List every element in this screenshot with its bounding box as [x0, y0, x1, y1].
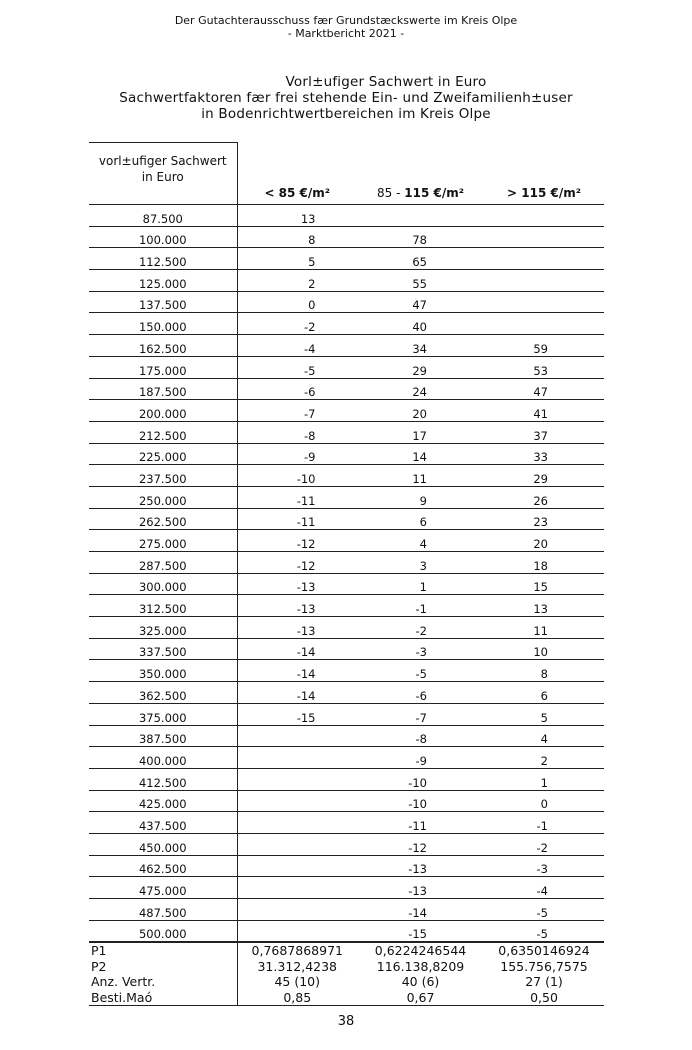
column-header-row [89, 143, 604, 205]
factor-85-115-cell [357, 400, 484, 422]
factor-under-85-cell [237, 226, 357, 248]
factor-under-85-cell [237, 486, 357, 508]
factor-85-115-cell [357, 421, 484, 443]
factor-85-115-cell-value: 78 [412, 233, 427, 248]
factor-under-85-cell [237, 747, 357, 769]
table-row [89, 356, 604, 378]
factor-85-115-cell-value: 40 [412, 320, 427, 335]
table-row [89, 617, 604, 639]
factor-over-115-cell-value: 8 [540, 667, 548, 682]
sachwert-cell: 362.500 [89, 682, 237, 704]
column-header-sachwert-line-2: in Euro [141, 170, 184, 184]
table-row [89, 660, 604, 682]
factor-over-115-cell-value: 6 [540, 688, 548, 703]
factor-85-115-cell-value: -1 [415, 602, 427, 617]
title-line-3: in Bodenrichtwertbereichen im Kreis Olpe [201, 106, 491, 122]
factor-85-115-cell-value: 4 [419, 537, 427, 551]
stat-label: Besti.Maó [89, 990, 237, 1006]
table-row [89, 920, 604, 942]
sachwert-cell: 137.500 [89, 291, 237, 313]
factor-under-85-cell-value: -9 [304, 450, 316, 465]
table-row [89, 703, 604, 725]
factor-under-85-cell [237, 508, 357, 530]
factor-85-115-cell [357, 443, 484, 465]
factor-under-85-cell [237, 638, 357, 660]
column-header-over-115-label: > 115 €/m² [507, 186, 581, 200]
factor-over-115-cell [484, 270, 604, 292]
table-row [89, 747, 604, 769]
sachwert-cell: 187.500 [89, 378, 237, 400]
table-row [89, 530, 604, 552]
factor-over-115-cell [484, 313, 604, 335]
factor-over-115-cell [484, 790, 604, 812]
factor-over-115-cell-value: 18 [533, 558, 548, 573]
factor-over-115-cell [484, 486, 604, 508]
table-title [0, 74, 692, 122]
factor-under-85-cell-value: -13 [296, 602, 316, 617]
factor-under-85-cell-value: -5 [304, 363, 316, 378]
sachwert-cell: 462.500 [89, 855, 237, 877]
factor-under-85-cell-value: 13 [300, 211, 316, 226]
sachwert-cell: 225.000 [89, 443, 237, 465]
factor-under-85-cell-value: -12 [296, 558, 316, 573]
factor-under-85-cell [237, 595, 357, 617]
sachwert-cell: 387.500 [89, 725, 237, 747]
title-line-1: Vorl±ufiger Sachwert in Euro [285, 74, 487, 90]
stat-row [89, 959, 604, 975]
factor-85-115-cell [357, 465, 484, 487]
stat-under-85: 31.312,4238 [257, 958, 338, 974]
sachwertfaktoren-table [89, 142, 604, 1006]
factor-under-85-cell-value: -13 [296, 623, 316, 638]
sachwert-cell: 150.000 [89, 313, 237, 335]
factor-85-115-cell [357, 573, 484, 595]
table-row [89, 790, 604, 812]
table-row [89, 335, 604, 357]
table-row [89, 421, 604, 443]
factor-85-115-cell [357, 486, 484, 508]
factor-under-85-cell-value: -14 [296, 667, 316, 682]
factor-over-115-cell-value: 2 [540, 753, 548, 768]
sachwert-cell: 412.500 [89, 768, 237, 790]
factor-85-115-cell [357, 660, 484, 682]
factor-85-115-cell-value: 29 [412, 363, 427, 378]
sachwert-cell: 325.000 [89, 617, 237, 639]
stat-row [89, 990, 604, 1006]
table-row [89, 291, 604, 313]
factor-85-115-cell [357, 899, 484, 921]
table-row [89, 443, 604, 465]
sachwert-cell: 87.500 [89, 205, 237, 227]
factor-under-85-cell [237, 400, 357, 422]
table-row [89, 682, 604, 704]
factor-under-85-cell [237, 421, 357, 443]
factor-85-115-cell [357, 812, 484, 834]
column-header-sachwert-line-1: vorl±ufiger Sachwert [98, 154, 227, 168]
factor-under-85-cell [237, 378, 357, 400]
stat-85-115: 0,67 [357, 990, 484, 1006]
factor-85-115-cell-value: -10 [408, 797, 427, 812]
factor-85-115-cell [357, 226, 484, 248]
factor-under-85-cell [237, 530, 357, 552]
factor-over-115-cell [484, 356, 604, 378]
factor-under-85-cell [237, 617, 357, 639]
column-header-sachwert [89, 143, 237, 205]
factor-under-85-cell-value: -4 [304, 341, 316, 356]
sachwert-cell: 175.000 [89, 356, 237, 378]
factor-over-115-cell-value: -2 [536, 840, 548, 855]
factor-over-115-cell-value: 23 [533, 515, 548, 530]
sachwert-cell: 312.500 [89, 595, 237, 617]
factor-under-85-cell-value: -14 [296, 645, 316, 660]
factor-over-115-cell [484, 703, 604, 725]
column-header-85-115 [357, 143, 484, 205]
factor-under-85-cell-value: -12 [296, 537, 316, 551]
factor-85-115-cell-value: -11 [408, 818, 427, 833]
table-row [89, 226, 604, 248]
factor-under-85-cell-value: -7 [304, 406, 316, 421]
column-header-85-115-prefix: 85 - [377, 186, 405, 200]
column-header-under-85 [237, 143, 357, 205]
factor-85-115-cell-value: 24 [412, 385, 427, 400]
factor-over-115-cell-value: 15 [533, 580, 548, 595]
factor-under-85-cell [237, 703, 357, 725]
page-header [0, 14, 692, 40]
factor-over-115-cell [484, 920, 604, 942]
factor-over-115-cell-value: 59 [533, 341, 548, 356]
stat-85-115: 40 (6) [401, 974, 440, 990]
factor-over-115-cell [484, 682, 604, 704]
factor-under-85-cell [237, 356, 357, 378]
factor-over-115-cell [484, 291, 604, 313]
column-header-85-115-label: 115 €/m² [404, 186, 464, 200]
table-row [89, 378, 604, 400]
table-row [89, 725, 604, 747]
sachwert-cell: 400.000 [89, 747, 237, 769]
factor-85-115-cell-value: -12 [408, 840, 427, 855]
factor-over-115-cell-value: 47 [533, 385, 548, 400]
factor-85-115-cell-value: 34 [412, 341, 427, 356]
factor-under-85-cell [237, 248, 357, 270]
factor-under-85-cell [237, 812, 357, 834]
factor-85-115-cell [357, 703, 484, 725]
factor-under-85-cell [237, 443, 357, 465]
factor-under-85-cell [237, 335, 357, 357]
factor-under-85-cell-value: -11 [296, 493, 316, 508]
factor-over-115-cell-value: 0 [540, 797, 548, 812]
factor-over-115-cell-value: 41 [533, 406, 548, 421]
sachwert-cell: 212.500 [89, 421, 237, 443]
factor-85-115-cell [357, 725, 484, 747]
factor-over-115-cell [484, 530, 604, 552]
factor-under-85-cell [237, 465, 357, 487]
factor-under-85-cell-value: 8 [308, 233, 316, 248]
table-row [89, 313, 604, 335]
factor-under-85-cell [237, 855, 357, 877]
factor-under-85-cell [237, 313, 357, 335]
stat-over-115: 0,50 [484, 990, 604, 1006]
factor-85-115-cell [357, 356, 484, 378]
stat-under-85: 45 (10) [274, 974, 321, 990]
factor-under-85-cell [237, 920, 357, 942]
sachwert-cell: 350.000 [89, 660, 237, 682]
stat-over-115: 155.756,7575 [500, 958, 588, 974]
table-row [89, 465, 604, 487]
stat-85-115: 116.138,8209 [376, 958, 465, 974]
factor-over-115-cell [484, 248, 604, 270]
factor-over-115-cell [484, 443, 604, 465]
factor-under-85-cell-value: -14 [296, 688, 316, 703]
sachwert-cell: 437.500 [89, 812, 237, 834]
factor-under-85-cell [237, 291, 357, 313]
factor-over-115-cell [484, 617, 604, 639]
factor-over-115-cell [484, 552, 604, 574]
factor-under-85-cell-value: -6 [304, 385, 316, 400]
factor-under-85-cell-value: -2 [304, 320, 316, 335]
factor-under-85-cell [237, 899, 357, 921]
factor-over-115-cell [484, 660, 604, 682]
stat-over-115: 0,6350146924 [484, 942, 604, 959]
factor-85-115-cell-value: -8 [415, 732, 427, 747]
factor-85-115-cell-value: 20 [412, 406, 427, 421]
factor-85-115-cell [357, 833, 484, 855]
table-row [89, 899, 604, 921]
sachwert-cell: 112.500 [89, 248, 237, 270]
factor-85-115-cell-value: 11 [412, 471, 427, 486]
factor-over-115-cell [484, 855, 604, 877]
factor-85-115-cell-value: -14 [408, 905, 427, 920]
factor-over-115-cell-value: 4 [540, 732, 548, 747]
factor-under-85-cell-value: 0 [308, 298, 316, 313]
factor-85-115-cell-value: 17 [412, 428, 427, 443]
table-row [89, 595, 604, 617]
factor-over-115-cell [484, 877, 604, 899]
factor-over-115-cell [484, 899, 604, 921]
factor-85-115-cell [357, 682, 484, 704]
factor-85-115-cell-value: 55 [412, 276, 427, 291]
sachwert-cell: 287.500 [89, 552, 237, 574]
table-row [89, 573, 604, 595]
sachwert-cell: 162.500 [89, 335, 237, 357]
factor-85-115-cell [357, 747, 484, 769]
table-row [89, 248, 604, 270]
factor-over-115-cell-value: -3 [536, 862, 548, 877]
column-header-under-85-label: < 85 €/m² [264, 186, 331, 200]
factor-over-115-cell-value: 53 [533, 363, 548, 378]
factor-85-115-cell-value: 6 [419, 515, 427, 530]
factor-over-115-cell [484, 378, 604, 400]
factor-85-115-cell-value: -10 [408, 775, 427, 790]
sachwert-cell: 487.500 [89, 899, 237, 921]
sachwert-cell: 275.000 [89, 530, 237, 552]
sachwert-cell: 500.000 [89, 920, 237, 942]
factor-85-115-cell-value: 65 [412, 255, 427, 270]
table-row [89, 508, 604, 530]
factor-85-115-cell [357, 768, 484, 790]
table-row [89, 552, 604, 574]
factor-85-115-cell-value: -5 [415, 667, 427, 682]
stat-label: P2 [89, 959, 237, 975]
factor-over-115-cell [484, 226, 604, 248]
sachwert-cell: 300.000 [89, 573, 237, 595]
factor-over-115-cell [484, 400, 604, 422]
factor-85-115-cell-value: 14 [412, 450, 427, 465]
factor-85-115-cell [357, 248, 484, 270]
factor-85-115-cell [357, 508, 484, 530]
factor-85-115-cell-value: 47 [412, 298, 427, 313]
sachwert-cell: 450.000 [89, 833, 237, 855]
sachwert-cell: 337.500 [89, 638, 237, 660]
sachwert-cell: 425.000 [89, 790, 237, 812]
stat-label: Anz. Vertr. [89, 974, 237, 990]
factor-over-115-cell [484, 508, 604, 530]
table-row [89, 833, 604, 855]
table-row [89, 205, 604, 227]
table-row [89, 855, 604, 877]
sachwert-cell: 200.000 [89, 400, 237, 422]
factor-over-115-cell-value: 26 [533, 493, 548, 508]
table-row [89, 486, 604, 508]
factor-under-85-cell [237, 725, 357, 747]
factor-85-115-cell [357, 291, 484, 313]
factor-over-115-cell [484, 833, 604, 855]
factor-85-115-cell [357, 855, 484, 877]
factor-85-115-cell [357, 205, 484, 227]
factor-over-115-cell-value: 37 [533, 428, 548, 443]
factor-85-115-cell-value: -13 [408, 862, 427, 877]
factor-over-115-cell [484, 747, 604, 769]
factor-over-115-cell-value: 29 [533, 471, 548, 486]
factor-under-85-cell-value: -13 [296, 580, 316, 595]
factor-85-115-cell-value: 9 [419, 493, 427, 508]
factor-under-85-cell-value: -10 [296, 471, 316, 486]
table-row [89, 638, 604, 660]
factor-under-85-cell-value: 2 [308, 276, 316, 291]
factor-85-115-cell-value: 3 [419, 558, 427, 573]
factor-over-115-cell [484, 335, 604, 357]
factor-over-115-cell [484, 768, 604, 790]
factor-85-115-cell [357, 920, 484, 942]
factor-85-115-cell-value: 1 [419, 580, 427, 595]
factor-85-115-cell [357, 378, 484, 400]
sachwert-cell: 100.000 [89, 226, 237, 248]
factor-85-115-cell [357, 552, 484, 574]
factor-over-115-cell-value: 13 [533, 602, 548, 617]
sachwert-cell: 475.000 [89, 877, 237, 899]
factor-over-115-cell-value: -4 [536, 884, 548, 898]
factor-85-115-cell [357, 790, 484, 812]
table-row [89, 270, 604, 292]
factor-over-115-cell-value: -5 [536, 927, 548, 942]
table-row [89, 768, 604, 790]
sachwert-cell: 262.500 [89, 508, 237, 530]
factor-over-115-cell-value: -5 [536, 905, 548, 920]
factor-over-115-cell-value: 11 [533, 623, 548, 638]
factor-85-115-cell-value: -15 [408, 927, 427, 942]
sachwert-cell: 125.000 [89, 270, 237, 292]
factor-85-115-cell [357, 313, 484, 335]
factor-under-85-cell [237, 552, 357, 574]
factor-under-85-cell-value: -8 [304, 428, 316, 443]
factor-under-85-cell [237, 833, 357, 855]
factor-85-115-cell [357, 530, 484, 552]
table-row [89, 400, 604, 422]
factor-over-115-cell-value: 1 [540, 775, 548, 790]
factor-over-115-cell-value: -1 [536, 818, 548, 833]
factor-85-115-cell [357, 877, 484, 899]
factor-over-115-cell-value: 5 [540, 710, 548, 725]
factor-under-85-cell [237, 270, 357, 292]
factor-85-115-cell [357, 335, 484, 357]
factor-85-115-cell-value: -13 [408, 884, 427, 898]
column-header-over-115 [484, 143, 604, 205]
header-line-2: - Marktbericht 2021 - [287, 27, 405, 40]
factor-under-85-cell [237, 790, 357, 812]
page-number: 38 [337, 1014, 355, 1029]
factor-85-115-cell-value: -2 [415, 623, 427, 638]
factor-over-115-cell-value: 20 [533, 537, 548, 551]
stat-under-85: 0,85 [237, 990, 357, 1006]
factor-over-115-cell-value: 33 [533, 450, 548, 465]
table-row [89, 812, 604, 834]
factor-85-115-cell [357, 638, 484, 660]
factor-over-115-cell [484, 638, 604, 660]
factor-over-115-cell [484, 465, 604, 487]
factor-over-115-cell [484, 595, 604, 617]
table-row [89, 877, 604, 899]
header-line-1: Der Gutachterausschuss fær Grundstæckswerte im Kreis Olpe [174, 14, 518, 27]
stat-85-115: 0,6224246544 [357, 942, 484, 959]
factor-85-115-cell [357, 270, 484, 292]
title-line-2: Sachwertfaktoren fær frei stehende Ein- und Zweifamilienh±user [119, 90, 573, 106]
stat-row [89, 974, 604, 990]
factor-under-85-cell [237, 573, 357, 595]
stat-under-85: 0,7687868971 [237, 942, 357, 959]
factor-under-85-cell [237, 682, 357, 704]
factor-85-115-cell-value: -7 [415, 710, 427, 725]
factor-under-85-cell [237, 768, 357, 790]
factor-85-115-cell [357, 617, 484, 639]
factor-over-115-cell [484, 812, 604, 834]
factor-under-85-cell [237, 660, 357, 682]
stat-row [89, 942, 604, 959]
factor-under-85-cell-value: -11 [296, 515, 316, 530]
stat-label: P1 [89, 942, 237, 959]
factor-over-115-cell-value: 10 [533, 645, 548, 660]
factor-under-85-cell-value: 5 [308, 255, 316, 270]
factor-over-115-cell [484, 573, 604, 595]
factor-over-115-cell [484, 725, 604, 747]
factor-85-115-cell-value: -3 [415, 645, 427, 660]
factor-over-115-cell [484, 421, 604, 443]
stat-over-115: 27 (1) [525, 974, 563, 990]
sachwert-cell: 375.000 [89, 703, 237, 725]
sachwert-cell: 250.000 [89, 486, 237, 508]
factor-85-115-cell-value: -6 [415, 688, 427, 703]
factor-85-115-cell-value: -9 [415, 753, 427, 768]
factor-under-85-cell [237, 877, 357, 899]
factor-over-115-cell [484, 205, 604, 227]
factor-under-85-cell [237, 205, 357, 227]
sachwert-cell: 237.500 [89, 465, 237, 487]
factor-under-85-cell-value: -15 [296, 710, 316, 725]
factor-85-115-cell [357, 595, 484, 617]
